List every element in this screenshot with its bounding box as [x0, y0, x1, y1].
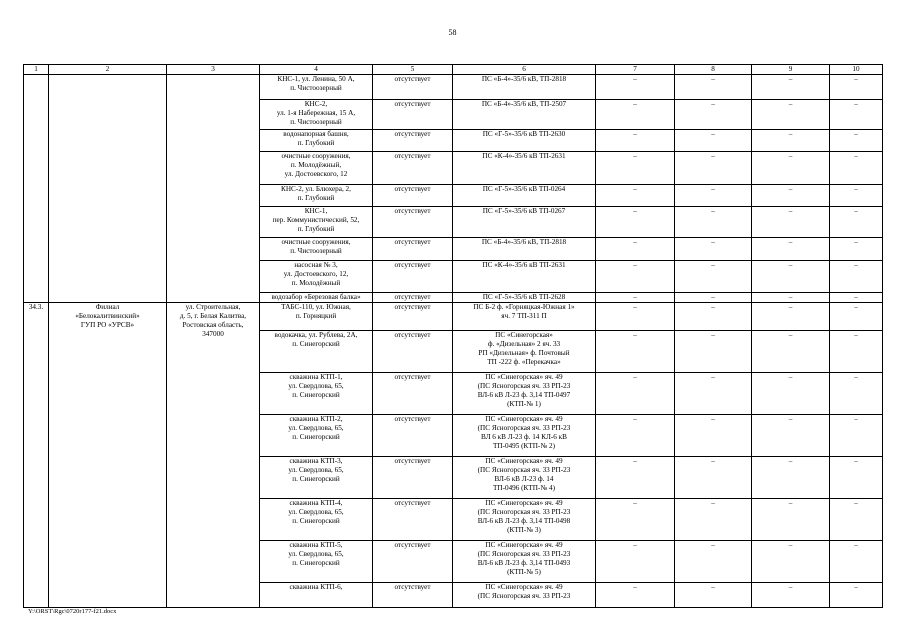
col8-cell: – — [675, 331, 752, 373]
col10-cell: – — [830, 415, 883, 457]
col10-cell: – — [830, 75, 883, 100]
col7-cell: – — [596, 152, 675, 185]
substation-cell: ПС «К-4»-35/6 кВ ТП-2631 — [453, 152, 596, 185]
header-cell: 8 — [675, 65, 752, 75]
substation-cell: ПС «Г-5»-35/6 кВ ТП-0267 — [453, 207, 596, 238]
col9-cell: – — [752, 100, 830, 130]
substation-cell: ПС «Синегорская» яч. 49 (ПС Ясногорская яч. 33 РП-23 ВЛ-6 кВ Л-23 ф. 3,14 ТП-0493 (КТП-№ 5) — [453, 541, 596, 583]
col9-cell: – — [752, 457, 830, 499]
header-row — [24, 65, 883, 75]
object-cell: водозабор «Березовая балка» — [260, 293, 373, 303]
cont-num-cell — [24, 75, 49, 303]
col8-cell: – — [675, 583, 752, 608]
status-cell: отсутствует — [373, 331, 453, 373]
col9-cell: – — [752, 373, 830, 415]
object-cell: КНС-1, пер. Коммунистический, 52, п. Глубокий — [260, 207, 373, 238]
col9-cell: – — [752, 499, 830, 541]
col10-cell: – — [830, 331, 883, 373]
object-cell: насосная № 3, ул. Достоевского, 12, п. Молодёжный — [260, 261, 373, 293]
col8-cell: – — [675, 415, 752, 457]
data-table — [23, 64, 883, 608]
object-cell: скважина КТП-2, ул. Свердлова, 65, п. Синегорский — [260, 415, 373, 457]
status-cell: отсутствует — [373, 100, 453, 130]
col7-cell: – — [596, 415, 675, 457]
status-cell: отсутствует — [373, 238, 453, 261]
col8-cell: – — [675, 185, 752, 207]
col9-cell: – — [752, 303, 830, 331]
col7-cell: – — [596, 331, 675, 373]
col10-cell: – — [830, 541, 883, 583]
table-row — [24, 75, 883, 100]
col9-cell: – — [752, 331, 830, 373]
status-cell: отсутствует — [373, 583, 453, 608]
col8-cell: – — [675, 457, 752, 499]
org-address: ул. Строительная, д. 5, г. Белая Калитва, Ростовская область, 347000 — [167, 303, 260, 608]
col8-cell: – — [675, 100, 752, 130]
col8-cell: – — [675, 130, 752, 152]
table-row — [24, 303, 883, 331]
object-cell: ТАБС-110, ул. Южная, п. Горняцкий — [260, 303, 373, 331]
status-cell: отсутствует — [373, 303, 453, 331]
col7-cell: – — [596, 457, 675, 499]
col8-cell: – — [675, 499, 752, 541]
object-cell: водонапорная башня, п. Глубокий — [260, 130, 373, 152]
header-cell: 3 — [167, 65, 260, 75]
substation-cell: ПС «Синегорская» яч. 49 (ПС Ясногорская яч. 33 РП-23 ВЛ 6 кВ Л-23 ф. 14 КЛ-6 кВ ТП-0495 (КТП-№ 2) — [453, 415, 596, 457]
col7-cell: – — [596, 499, 675, 541]
col7-cell: – — [596, 261, 675, 293]
substation-cell: ПС «Синегорская» яч. 49 (ПС Ясногорская яч. 33 РП-23 ВЛ-6 кВ Л-23 ф. 3,14 ТП-0498 (КТП-№ 3) — [453, 499, 596, 541]
col9-cell: – — [752, 261, 830, 293]
col7-cell: – — [596, 130, 675, 152]
header-cell: 5 — [373, 65, 453, 75]
status-cell: отсутствует — [373, 185, 453, 207]
col10-cell: – — [830, 373, 883, 415]
col10-cell: – — [830, 583, 883, 608]
col7-cell: – — [596, 100, 675, 130]
substation-cell: ПС «Г-5»-35/6 кВ ТП-2628 — [453, 293, 596, 303]
substation-cell: ПС «К-4»-35/6 кВ ТП-2631 — [453, 261, 596, 293]
col8-cell: – — [675, 541, 752, 583]
header-cell: 10 — [830, 65, 883, 75]
substation-cell: ПС «Г-5»-35/6 кВ ТП-2630 — [453, 130, 596, 152]
col8-cell: – — [675, 293, 752, 303]
cont-address-cell — [167, 75, 260, 303]
col9-cell: – — [752, 185, 830, 207]
substation-cell: ПС «Б-4»-35/6 кВ, ТП-2818 — [453, 238, 596, 261]
col7-cell: – — [596, 207, 675, 238]
object-cell: КНС-2, ул. Блюхера, 2, п. Глубокий — [260, 185, 373, 207]
header-cell: 2 — [49, 65, 167, 75]
col9-cell: – — [752, 583, 830, 608]
header-cell: 4 — [260, 65, 373, 75]
col7-cell: – — [596, 238, 675, 261]
object-cell: КНС-2, ул. 1-я Набережная, 15 А, п. Чистоозерный — [260, 100, 373, 130]
object-cell: очистные сооружения, п. Молодёжный, ул. Достоевского, 12 — [260, 152, 373, 185]
status-cell: отсутствует — [373, 207, 453, 238]
col7-cell: – — [596, 373, 675, 415]
col8-cell: – — [675, 207, 752, 238]
col10-cell: – — [830, 207, 883, 238]
substation-cell: ПС «Синегорская» ф. «Дизельная» 2 яч. 33 РП «Дизельная» ф. Почтовый ТП -222 ф. «Перекачка» — [453, 331, 596, 373]
col8-cell: – — [675, 373, 752, 415]
col7-cell: – — [596, 75, 675, 100]
col8-cell: – — [675, 238, 752, 261]
status-cell: отсутствует — [373, 261, 453, 293]
object-cell: скважина КТП-4, ул. Свердлова, 65, п. Синегорский — [260, 499, 373, 541]
col7-cell: – — [596, 293, 675, 303]
substation-cell: ПС «Б-4»-35/6 кВ, ТП-2507 — [453, 100, 596, 130]
status-cell: отсутствует — [373, 541, 453, 583]
status-cell: отсутствует — [373, 130, 453, 152]
status-cell: отсутствует — [373, 499, 453, 541]
cont-org-cell — [49, 75, 167, 303]
col10-cell: – — [830, 152, 883, 185]
col7-cell: – — [596, 303, 675, 331]
col10-cell: – — [830, 130, 883, 152]
substation-cell: ПС «Б-4»-35/6 кВ, ТП-2818 — [453, 75, 596, 100]
col10-cell: – — [830, 238, 883, 261]
substation-cell: ПС «Синегорская» яч. 49 (ПС Ясногорская яч. 33 РП-23 — [453, 583, 596, 608]
header-cell: 1 — [24, 65, 49, 75]
file-path-footer: Y:\ORST\Rgc\0720r177-f21.docx — [28, 608, 117, 615]
substation-cell: ПС «Синегорская» яч. 49 (ПС Ясногорская яч. 33 РП-23 ВЛ-6 кВ Л-23 ф. 14 ТП-0496 (КТП-№ 4) — [453, 457, 596, 499]
col9-cell: – — [752, 238, 830, 261]
status-cell: отсутствует — [373, 415, 453, 457]
substation-cell: ПС «Г-5»-35/6 кВ ТП-0264 — [453, 185, 596, 207]
object-cell: скважина КТП-3, ул. Свердлова, 65, п. Синегорский — [260, 457, 373, 499]
object-cell: водокачка, ул. Рублева, 2А, п. Синегорский — [260, 331, 373, 373]
col9-cell: – — [752, 293, 830, 303]
col10-cell: – — [830, 499, 883, 541]
header-cell: 6 — [453, 65, 596, 75]
col7-cell: – — [596, 583, 675, 608]
org-number: 34.3. — [24, 303, 49, 608]
header-cell: 7 — [596, 65, 675, 75]
col9-cell: – — [752, 207, 830, 238]
page-number: 58 — [448, 28, 457, 37]
col10-cell: – — [830, 293, 883, 303]
object-cell: скважина КТП-6, — [260, 583, 373, 608]
substation-cell: ПС «Синегорская» яч. 49 (ПС Ясногорская яч. 33 РП-23 ВЛ-6 кВ Л-23 ф. 3,14 ТП-0497 (КТП-№ 1) — [453, 373, 596, 415]
col8-cell: – — [675, 261, 752, 293]
substation-cell: ПС Б-2 ф. «Горняцкая-Южная 1» яч. 7 ТП-311 П — [453, 303, 596, 331]
col9-cell: – — [752, 415, 830, 457]
col9-cell: – — [752, 541, 830, 583]
status-cell: отсутствует — [373, 75, 453, 100]
col8-cell: – — [675, 152, 752, 185]
col10-cell: – — [830, 457, 883, 499]
status-cell: отсутствует — [373, 373, 453, 415]
col9-cell: – — [752, 152, 830, 185]
org-name: Филиал «Белокалитвинский» ГУП РО «УРСВ» — [49, 303, 167, 608]
col10-cell: – — [830, 100, 883, 130]
object-cell: очистные сооружения, п. Чистоозерный — [260, 238, 373, 261]
status-cell: отсутствует — [373, 152, 453, 185]
col9-cell: – — [752, 75, 830, 100]
col10-cell: – — [830, 185, 883, 207]
col7-cell: – — [596, 185, 675, 207]
status-cell: отсутствует — [373, 457, 453, 499]
status-cell: отсутствует — [373, 293, 453, 303]
header-cell: 9 — [752, 65, 830, 75]
col9-cell: – — [752, 130, 830, 152]
col10-cell: – — [830, 303, 883, 331]
object-cell: скважина КТП-5, ул. Свердлова, 65, п. Синегорский — [260, 541, 373, 583]
object-cell: КНС-1, ул. Ленина, 50 А, п. Чистоозерный — [260, 75, 373, 100]
col10-cell: – — [830, 261, 883, 293]
col7-cell: – — [596, 541, 675, 583]
col8-cell: – — [675, 303, 752, 331]
object-cell: скважина КТП-1, ул. Свердлова, 65, п. Синегорский — [260, 373, 373, 415]
col8-cell: – — [675, 75, 752, 100]
